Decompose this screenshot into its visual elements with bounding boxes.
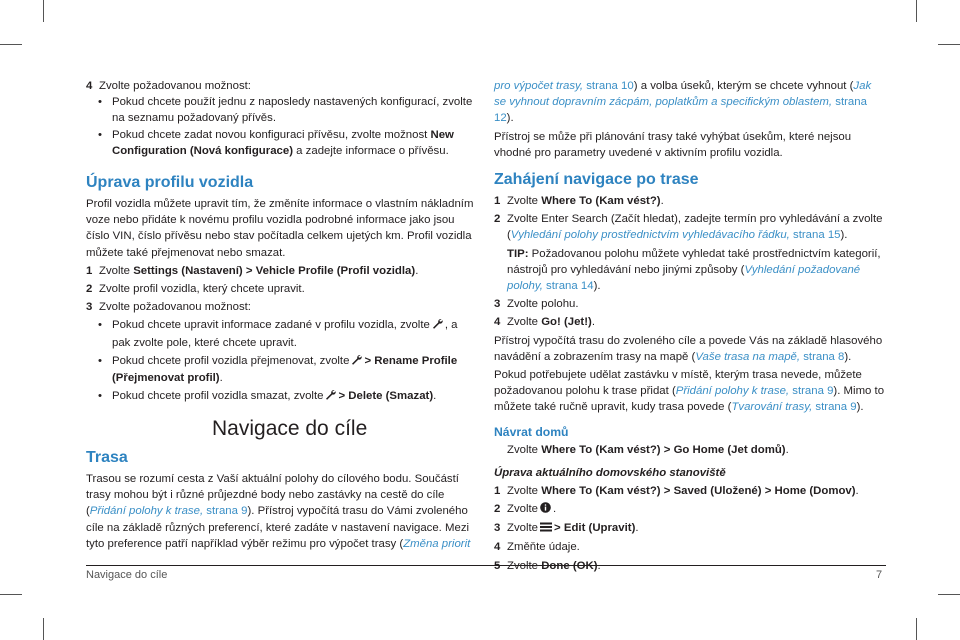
- link-search-bar[interactable]: Vyhledání polohy prostřednictvím vyhledávacího řádku,: [510, 229, 790, 242]
- chapter-title: Navigace do cíle: [212, 417, 368, 440]
- left-column: [86, 78, 476, 405]
- stop-paragraph: Pokud potřebujete udělat zastávku v místě, kterým trasa nevede, můžete požadovanou polohu k trase přidat (Přidání polohy k trase, strana 9). Mimo to můžete také ručně upravit, kudy trasa povede (Tvarování trasy, strana 9).: [494, 369, 885, 414]
- crop-mark: [0, 44, 22, 45]
- bullet-delete-profile: • Pokud chcete profil vozidla smazat, zvolte > Delete (Smazat).: [86, 388, 476, 405]
- nav-step-2: 2 Zvolte Enter Search (Začít hledat), zadejte termín pro vyhledávání a zvolte (Vyhledání polohy prostřednictvím vyhledávacího řádku, strana 15).: [494, 213, 883, 242]
- heading-go-home: Návrat domů: [494, 424, 569, 439]
- link-change-priorities[interactable]: Změna priorit: [403, 537, 471, 550]
- link-shape-route[interactable]: Tvarování trasy,: [731, 401, 813, 414]
- nav-result-paragraph: Přístroj vypočítá trasu do zvoleného cíle a povede Vás na základě hlasového navádění a zobrazením trasy na mapě (Vaše trasa na mapě, strana 8).: [494, 334, 883, 363]
- crop-mark: [938, 594, 960, 595]
- crop-mark: [43, 618, 44, 640]
- go-home-instruction: Zvolte Where To (Kam vést?) > Go Home (Jet domů).: [507, 443, 789, 456]
- nav-step-4: 4 Zvolte Go! (Jet!).: [494, 316, 595, 329]
- crop-mark: [0, 594, 22, 595]
- home-step-1: 1 Zvolte Where To (Kam vést?) > Saved (Uložené) > Home (Domov).: [494, 484, 859, 497]
- trasa-section: [86, 448, 476, 552]
- info-icon: [540, 502, 551, 518]
- home-step-4: 4 Změňte údaje.: [494, 541, 580, 554]
- tip-note: TIP: Požadovanou polohu můžete vyhledat také prostřednictvím kategorií, nástrojů pro vyhledávání nebo jinými způsoby (Vyhledání požadované polohy, strana 14).: [507, 247, 881, 293]
- step-4: 4 Zvolte požadovanou možnost:: [86, 80, 251, 92]
- home-step-3: 3 Zvolte > Edit (Upravit).: [494, 520, 886, 537]
- profile-step-1: 1 Zvolte Settings (Nastavení) > Vehicle Profile (Profil vozidla).: [86, 264, 419, 277]
- footer-section-name: Navigace do cíle: [86, 569, 168, 581]
- profile-step-2: 2 Zvolte profil vozidla, který chcete upravit.: [86, 283, 305, 296]
- heading-edit-vehicle-profile: Úprava profilu vozidla: [86, 174, 254, 192]
- wrench-icon: [351, 354, 362, 370]
- heading-start-navigation: Zahájení navigace po trase: [494, 171, 699, 189]
- crop-mark: [916, 0, 917, 22]
- wrench-icon: [325, 389, 336, 405]
- vehicle-profile-note: Přístroj se může při plánování trasy také vyhýbat úsekům, které nejsou vhodné pro parametry uvedené v aktivním profilu vozidla.: [494, 130, 852, 159]
- right-column: [494, 78, 886, 574]
- link-add-location[interactable]: Přidání polohy k trase,: [89, 505, 204, 518]
- footer-rule: [86, 565, 886, 566]
- home-step-2: 2 Zvolte .: [494, 501, 886, 518]
- nav-step-3: 3 Zvolte polohu.: [494, 298, 579, 311]
- route-paragraph-continued: pro výpočet trasy, strana 10) a volba úseků, kterým se chcete vyhnout (Jak se vyhnout dopravním zácpám, poplatkům a specifickým oblastem, strana 12).: [494, 80, 872, 125]
- link-avoid-traffic[interactable]: Jak se vyhnout dopravním zácpám, poplatkům a specifickým oblastem,: [494, 80, 872, 109]
- crop-mark: [916, 618, 917, 640]
- route-paragraph: Trasou se rozumí cesta z Vaší aktuální polohy do cílového bodu. Součástí trasy mohou být i různé průjezdné body nebo zastávky na cestě do cíle (Přidání polohy k trase, strana 9). Přístroj vypočítá trasu do Vámi zvoleného cíle na základě různých preferencí, které zadáte v nastavení navigace. Mezi tyto preference patří například výběr režimu pro výpočet trasy (Změna priorit: [86, 473, 471, 550]
- heading-route: Trasa: [86, 449, 128, 466]
- bullet-recent-config: • Pokud chcete použít jednu z naposledy nastavených konfigurací, zvolte na seznamu požadovaný přívěs.: [98, 96, 473, 125]
- menu-icon: [540, 521, 552, 537]
- bullet-rename-profile: • Pokud chcete profil vozidla přejmenovat, zvolte > Rename Profile (Přejmenovat profil).: [98, 354, 458, 385]
- heading-edit-home: Úprava aktuálního domovského stanoviště: [494, 466, 726, 479]
- wrench-icon: [432, 318, 443, 334]
- link-route-on-map[interactable]: Vaše trasa na mapě,: [695, 350, 801, 363]
- profile-step-3: 3 Zvolte požadovanou možnost:: [86, 301, 251, 314]
- bullet-edit-profile: • Pokud chcete upravit informace zadané v profilu vozidla, zvolte , a pak zvolte pole, které chcete upravit.: [98, 319, 458, 349]
- profile-intro: Profil vozidla můžete upravit tím, že změníte informace o vlastním nákladním voze nebo přidáte k novému profilu vozidla podrobné informace jako jsou číslo VIN, číslo přívěsu nebo stav počítadla celkem ujetých km. Profil vozidla můžete také přejmenovat nebo smazat.: [86, 198, 474, 259]
- link-find-location[interactable]: Vyhledání požadované polohy,: [507, 263, 861, 293]
- bullet-new-config: • Pokud chcete zadat novou konfiguraci přívěsu, zvolte možnost New Configuration (Nová konfigurace) a zadejte informace o přívěsu.: [98, 128, 454, 157]
- crop-mark: [43, 0, 44, 22]
- crop-mark: [938, 44, 960, 45]
- nav-step-1: 1 Zvolte Where To (Kam vést?).: [494, 195, 664, 208]
- link-add-location[interactable]: Přidání polohy k trase,: [675, 385, 790, 398]
- footer-page-number: 7: [876, 569, 883, 581]
